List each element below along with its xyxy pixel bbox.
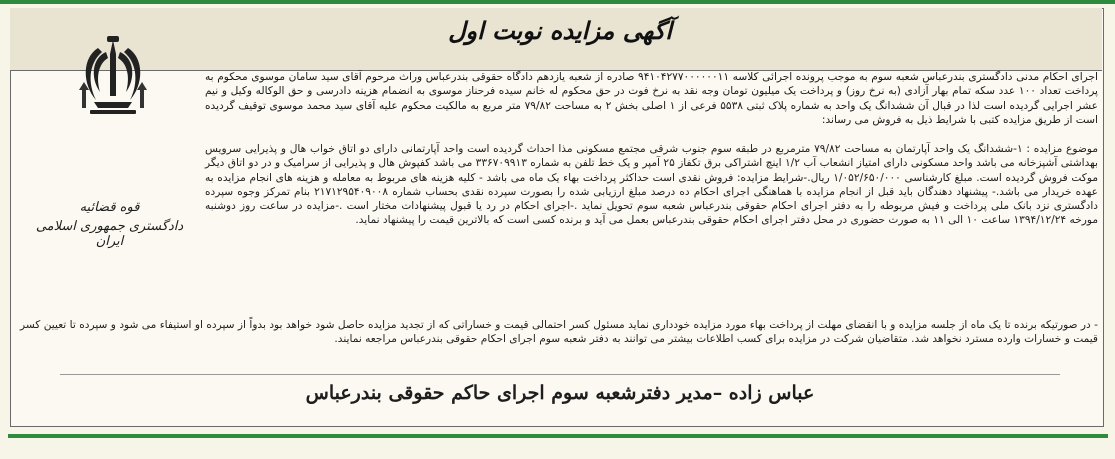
signature-divider xyxy=(60,374,1060,375)
signature-line: عباس زاده –مدیر دفترشعبه سوم اجرای حاکم حقوقی بندرعباس xyxy=(305,382,815,404)
bottom-accent-rule xyxy=(8,434,1108,438)
notice-title: آگهی مزایده نوبت اول xyxy=(448,16,672,45)
paragraph-penalty: - در صورتیکه برنده تا یک ماه از جلسه مزایده و با انقضای مهلت از پرداخت بهاء مورد مزایده خودداری نماید مسئول کسر احتمالی قیمت و خساراتی که از تجدید مزایده حاصل شود خواهد بود بدواً از سپرده او استیفاء می شود و سپرده تا تعیین کسر قیمت و خسارات وارده مسترد نخواهد شد. متقاضیان شرکت در مزایده برای کسب اطلاعات بیشتر می توانند به دفتر شعبه سوم اجرای احکام حقوقی بندرعباس مراجعه نمایند. xyxy=(20,319,1098,346)
penalty-clause-block xyxy=(20,318,1098,347)
judiciary-line-1: قوه قضائیه xyxy=(79,200,140,215)
top-accent-rule xyxy=(0,0,1115,4)
judiciary-caption xyxy=(22,200,197,249)
auction-subject-block xyxy=(205,142,1098,228)
judiciary-line-2: دادگستری جمهوری اسلامی ایران xyxy=(35,219,184,249)
paragraph-subject: موضوع مزایده : ۱-ششدانگ یک واحد آپارتمان به مساحت ۷۹/۸۲ مترمربع در طبقه سوم جنوب شرقی مجتمع مسکونی مذا احداث گردیده است واحد آپارتمانی دارای دو اتاق خواب هال و پذیرایی سرویس بهداشتی آشپزخانه می باشد واحد مسکونی دارای امتیاز انشعاب آب ۱/۲ اینچ اشتراکی برق تکفاز ۲۵ آمپر و یک خط تلفن به شماره ۳۳۶۷۰۹۹۱۳ می باشد کفپوش هال و پذیرایی از سرامیک و در دو اتاق دیگر موکت فروش گردیده است. مبلغ کارشناسی ۱/۰۵۲/۶۵۰/۰۰۰ ریال.-شرایط مزایده: فروش نقدی است حداکثر پرداخت بهاء یک ماه می باشد - کلیه هزینه های مربوط به معامله و هزینه های انجام مزایده به عهده خریدار می باشد.- پیشنهاد دهندگان باید قبل از انجام مزایده با هماهنگی اجرای احکام ده درصد مبلغ ارزیابی شده را بصورت سپرده نقدی بحساب شماره ۲۱۷۱۲۹۵۴۰۹۰۰۸ بنام تمرکز وجوه سپرده دادگستری نزد بانک ملی پرداخت و فیش مربوطه را به دفتر اجرای احکام حقوقی بندرعباس شعبه سوم تحویل نماید .-اجرای احکام در رد یا قبول پیشنهادات مختار است .-مزایده در ساعت روز دوشنبه مورخه ۱۳۹۴/۱۲/۲۴ ساعت ۱۰ الی ۱۱ به صورت حضوری در محل دفتر اجرای احکام حقوقی بندرعباس بعمل می آید و برنده کسی است که بالاترین قیمت را پیشنهاد نماید. xyxy=(205,143,1098,227)
paragraph-intro: اجرای احکام مدنی دادگستری بندرعباس شعبه سوم به موجب پرونده اجرائی کلاسه ۹۴۱۰۴۲۷۷۰۰۰۰۰۰۱۱ صادره از شعبه یازدهم دادگاه حقوقی بندرعباس وراث مرحوم آقای سید سامان موسوی محکوم به پرداخت تعداد ۱۰۰ عدد سکه تمام بهار آزادی (به نرخ روز) و پرداخت یک میلیون تومان وجه نقد به نرخ فوت در حق محکوم له خانم سیده فرحناز موسوی به انضمام هزینه دادرسی و حق الوکاله وکیل و نیم عشر اجرایی گردیده است لذا در قبال آن ششدانگ یک واحد به شماره پلاک ثبتی ۵۵۳۸ فرعی از ۱ اصلی بخش ۲ به مساحت ۷۹/۸۲ متر مربع به مالکیت محکوم علیه آقای سید محمد موسوی توقیف گردیده است از طریق مزایده کتبی با شرایط ذیل به فروش می رساند: xyxy=(205,71,1099,126)
iran-emblem-icon xyxy=(76,34,150,116)
